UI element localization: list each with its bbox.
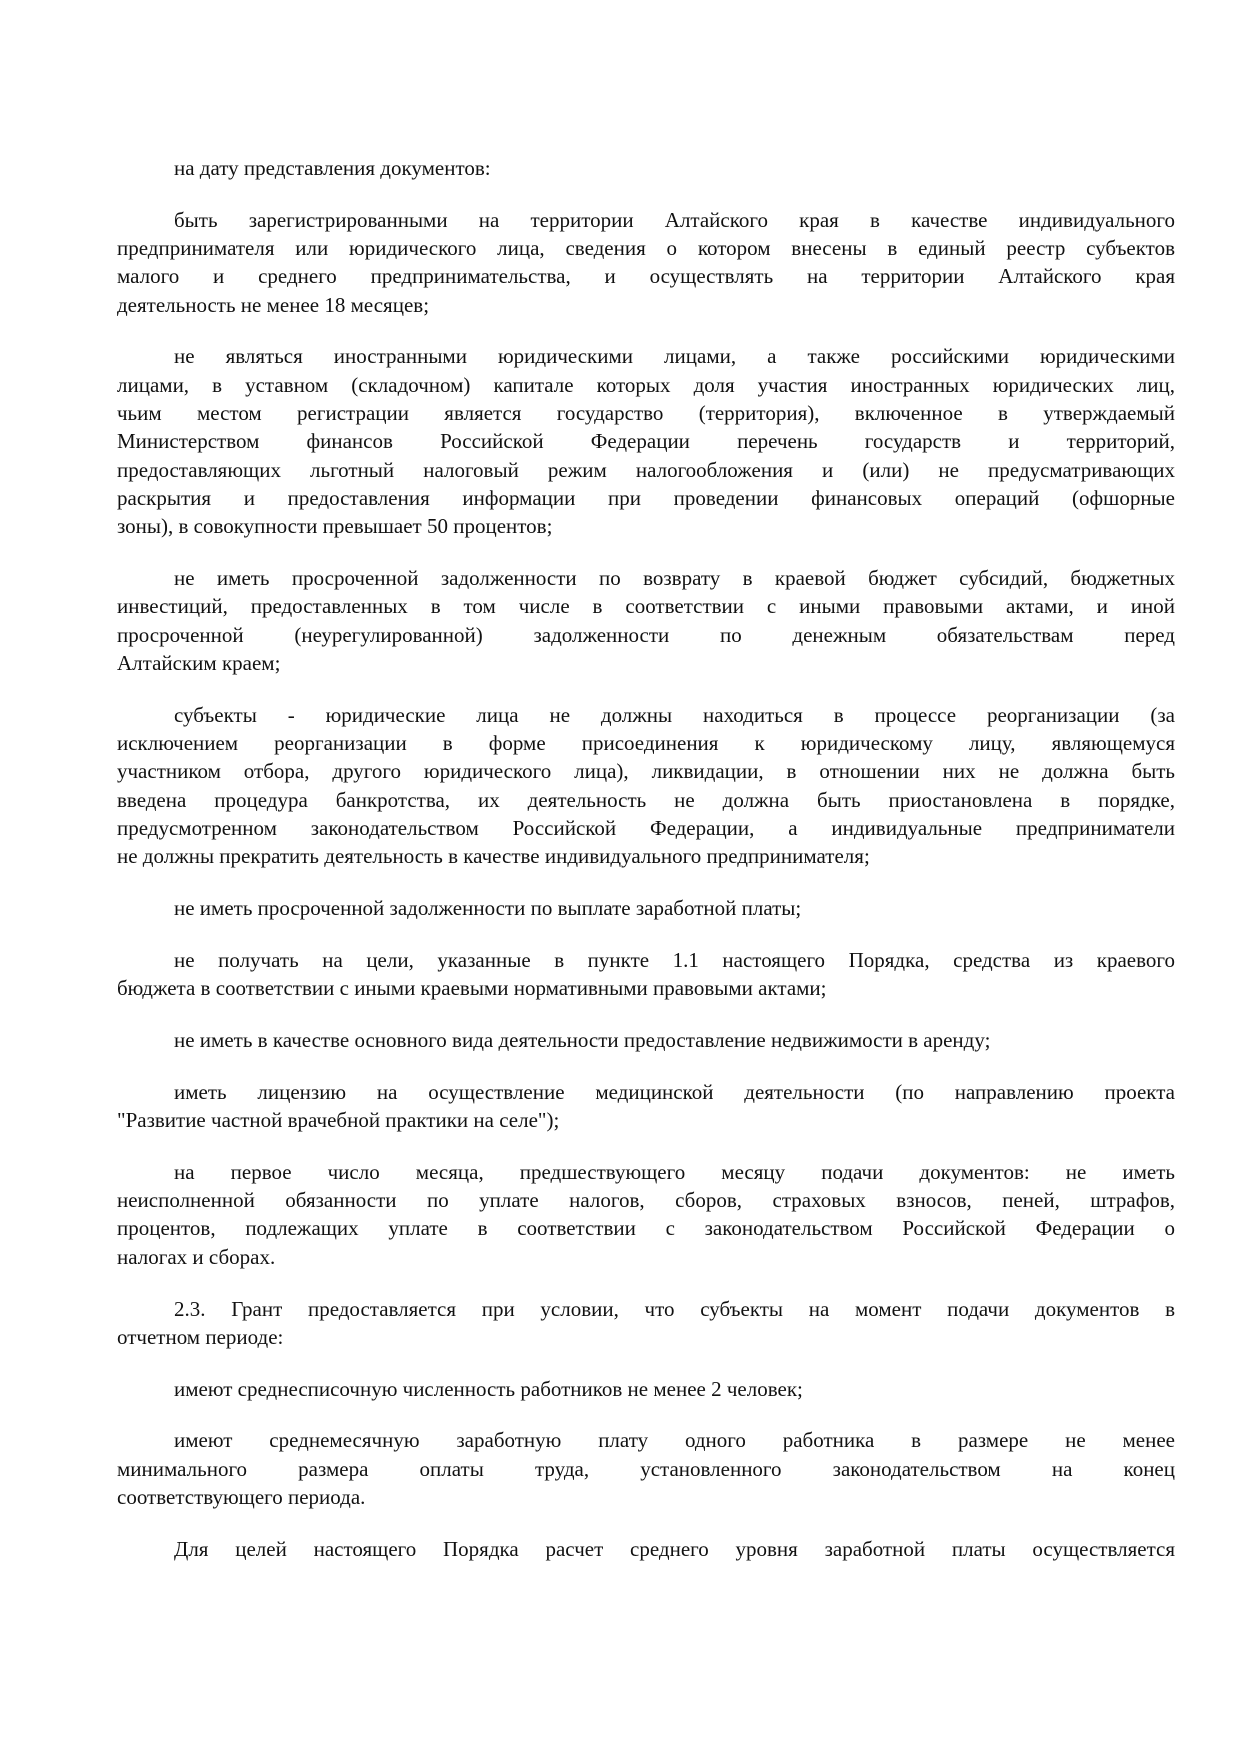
text-line: на дату представления документов: [174,156,491,180]
text-line: предпринимателя или юридического лица, сведения о котором внесены в единый реестр субъектов [117,236,1175,261]
paragraph [117,1295,1175,1352]
text-line: Алтайским краем; [117,650,281,675]
text-line: исключением реорганизации в форме присоединения к юридическому лицу, являющемуся [117,731,1175,756]
text-line: имеют среднесписочную численность работников не менее 2 человек; [174,1376,803,1401]
text-line: раскрытия и предоставления информации при проведении финансовых операций (офшорные [117,485,1175,510]
text-line: имеют среднемесячную заработную плату одного работника в размере не менее [174,1428,1175,1453]
paragraph [117,564,1175,677]
text-line: зоны), в совокупности превышает 50 процентов; [117,514,553,539]
text-line: бюджета в соответствии с иными краевыми нормативными правовыми актами; [117,976,827,1001]
text-line: предоставляющих льготный налоговый режим налогообложения и (или) не предусматривающих [117,457,1175,482]
text-line: отчетном периоде: [117,1324,284,1349]
paragraph [117,154,1175,182]
paragraph [117,1078,1175,1135]
text-line: не иметь просроченной задолженности по возврату в краевой бюджет субсидий, бюджетных [174,566,1175,591]
text-line: просроченной (неурегулированной) задолженности по денежным обязательствам перед [117,622,1175,647]
paragraph [117,342,1175,540]
text-line: Министерством финансов Российской Федерации перечень государств и территорий, [117,429,1175,454]
text-line: соответствующего периода. [117,1484,366,1509]
text-line: не иметь просроченной задолженности по выплате заработной платы; [174,896,802,921]
text-line: чьим местом регистрации является государство (территория), включенное в утверждаемый [117,401,1175,426]
text-line: не получать на цели, указанные в пункте 1.1 настоящего Порядка, средства из краевого [174,947,1175,972]
paragraph [117,1026,1175,1054]
paragraph [117,1158,1175,1271]
text-line: деятельность не менее 18 месяцев; [117,292,430,317]
text-line: налогах и сборах. [117,1244,276,1269]
text-line: иметь лицензию на осуществление медицинской деятельности (по направлению проекта [174,1079,1175,1104]
text-line: 2.3. Грант предоставляется при условии, что субъекты на момент подачи документов в [174,1296,1175,1321]
text-line: процентов, подлежащих уплате в соответствии с законодательством Российской Федерации о [117,1216,1175,1241]
paragraph [117,701,1175,871]
text-line: "Развитие частной врачебной практики на селе"); [117,1108,560,1133]
text-line: не являться иностранными юридическими лицами, а также российскими юридическими [174,344,1175,369]
text-line: участником отбора, другого юридического лица), ликвидации, в отношении них не должна быть [117,759,1175,784]
paragraph [117,946,1175,1003]
text-line: субъекты - юридические лица не должны находиться в процессе реорганизации (за [174,702,1175,727]
text-line: быть зарегистрированными на территории Алтайского края в качестве индивидуального [174,207,1175,232]
paragraph [117,1375,1175,1403]
document-page [117,154,1175,1587]
text-line: на первое число месяца, предшествующего месяцу подачи документов: не иметь [174,1159,1175,1184]
paragraph [117,1426,1175,1511]
text-line: не должны прекратить деятельность в качестве индивидуального предпринимателя; [117,844,870,869]
text-line: малого и среднего предпринимательства, и осуществлять на территории Алтайского края [117,264,1175,289]
text-line: предусмотренном законодательством Российской Федерации, а индивидуальные предприниматели [117,815,1175,840]
paragraph [117,894,1175,922]
text-line: лицами, в уставном (складочном) капитале которых доля участия иностранных юридических лиц, [117,372,1175,397]
text-line: введена процедура банкротства, их деятельность не должна быть приостановлена в порядке, [117,787,1175,812]
paragraph [117,206,1175,319]
text-line: не иметь в качестве основного вида деятельности предоставление недвижимости в аренду; [174,1027,991,1052]
text-line: Для целей настоящего Порядка расчет среднего уровня заработной платы осуществляется [174,1536,1175,1561]
paragraph [117,1535,1175,1563]
text-line: минимального размера оплаты труда, установленного законодательством на конец [117,1456,1175,1481]
text-line: неисполненной обязанности по уплате налогов, сборов, страховых взносов, пеней, штрафов, [117,1188,1175,1213]
text-line: инвестиций, предоставленных в том числе в соответствии с иными правовыми актами, и иной [117,594,1175,619]
